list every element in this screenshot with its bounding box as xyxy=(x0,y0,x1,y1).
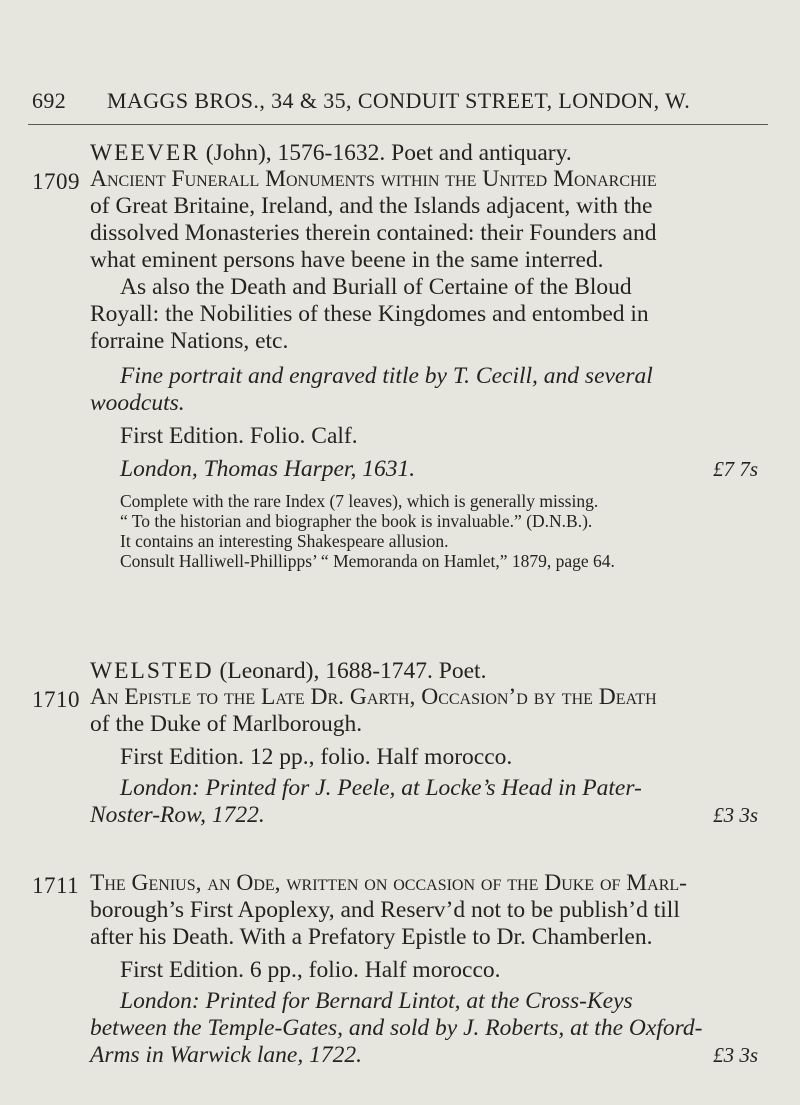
imprint-line: Noster-Row, 1722. £3 3s xyxy=(90,802,758,828)
lot-number-1710: 1710 xyxy=(32,687,80,712)
small-note: “ To the historian and biographer the book is invaluable.” (D.N.B.). xyxy=(120,511,593,531)
lot-number-1711: 1711 xyxy=(32,873,80,898)
page-header xyxy=(32,88,772,114)
title-line: after his Death. With a Prefatory Epistle to Dr. Chamberlen. xyxy=(90,924,653,950)
entry-1710 xyxy=(90,684,770,829)
small-note: Consult Halliwell-Phillipps’ “ Memoranda on Hamlet,” 1879, page 64. xyxy=(120,551,615,571)
header-rule xyxy=(28,124,768,125)
title-line: Royall: the Nobilities of these Kingdomes and entombed in xyxy=(90,301,649,327)
small-note: Complete with the rare Index (7 leaves), which is generally missing. xyxy=(120,491,599,511)
price: £7 7s xyxy=(713,457,758,481)
author-heading-welsted: WELSTED (Leonard), 1688-1747. Poet. xyxy=(90,658,487,684)
title-line: An Epistle to the Late Dr. Garth, Occasion’d by the Death xyxy=(90,684,657,710)
price: £3 3s xyxy=(713,803,758,827)
imprint-line: between the Temple-Gates, and sold by J. Roberts, at the Oxford- xyxy=(90,1015,703,1041)
page-number: 692 xyxy=(32,88,67,113)
author-heading-weever: WEEVER (John), 1576-1632. Poet and antiquary. xyxy=(90,140,572,166)
price: £3 3s xyxy=(713,1043,758,1067)
publisher-line: MAGGS BROS., 34 & 35, CONDUIT STREET, LONDON, W. xyxy=(107,88,691,113)
imprint-line: Arms in Warwick lane, 1722. £3 3s xyxy=(90,1042,758,1068)
imprint-line: London: Printed for J. Peele, at Locke’s Head in Pater- xyxy=(120,775,642,801)
title-line: of Great Britaine, Ireland, and the Islands adjacent, with the xyxy=(90,193,653,219)
title-line: As also the Death and Buriall of Certaine of the Bloud xyxy=(120,274,632,300)
title-line: dissolved Monasteries therein contained: their Founders and xyxy=(90,220,657,246)
small-note: It contains an interesting Shakespeare allusion. xyxy=(120,531,449,551)
edition-line: First Edition. 12 pp., folio. Half morocco. xyxy=(120,744,513,770)
entry-1711 xyxy=(90,870,770,1069)
edition-line: First Edition. Folio. Calf. xyxy=(120,423,358,449)
title-line: borough’s First Apoplexy, and Reserv’d not to be publish’d till xyxy=(90,897,680,923)
title-line: what eminent persons have beene in the same interred. xyxy=(90,247,604,273)
note-line: Fine portrait and engraved title by T. Cecill, and several xyxy=(120,363,653,389)
title-line: of the Duke of Marlborough. xyxy=(90,711,363,737)
imprint-line: London, Thomas Harper, 1631. £7 7s xyxy=(120,456,758,482)
title-line: forraine Nations, etc. xyxy=(90,328,289,354)
lot-number-1709: 1709 xyxy=(32,169,80,194)
edition-line: First Edition. 6 pp., folio. Half morocco. xyxy=(120,957,501,983)
imprint-line: London: Printed for Bernard Lintot, at the Cross-Keys xyxy=(120,988,633,1014)
title-line: Ancient Funerall Monuments within the United Monarchie xyxy=(90,166,657,192)
title-line: The Genius, an Ode, written on occasion of the Duke of Marl- xyxy=(90,870,688,896)
note-line: woodcuts. xyxy=(90,390,185,416)
entry-1709 xyxy=(90,166,770,571)
